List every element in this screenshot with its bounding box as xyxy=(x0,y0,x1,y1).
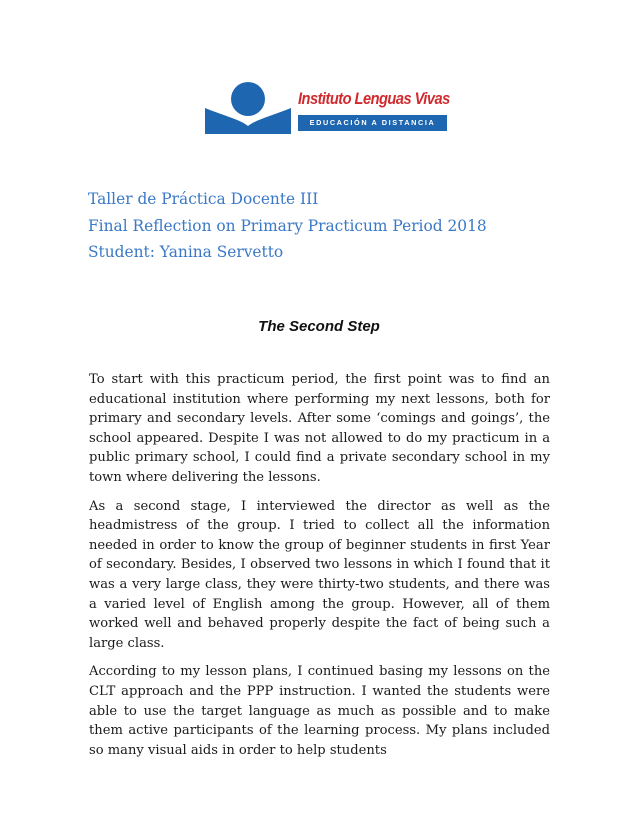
institute-name: Instituto Lenguas Vivas xyxy=(298,89,450,108)
body-text xyxy=(89,370,550,769)
document-heading xyxy=(88,186,487,266)
institute-tagline: EDUCACIÓN A DISTANCIA xyxy=(298,115,447,131)
institute-logo xyxy=(205,80,450,134)
paragraph: To start with this practicum period, the first point was to find an educational institution where performing my next lessons, both for primary and secondary levels. After some ‘comings and goings’, the school appeared. Despite I was not allowed to do my practicum in a public primary school, I could find a private secondary school in my town where delivering the lessons. xyxy=(89,372,550,485)
section-title: The Second Step xyxy=(258,318,380,335)
paragraph: According to my lesson plans, I continued basing my lessons on the CLT approach and the PPP instruction. I wanted the students were able to use the target language as much as possible and to make them active participants of the learning process. My plans included so many visual aids in order to help students xyxy=(89,664,550,758)
paragraph: As a second stage, I interviewed the director as well as the headmistress of the group. I tried to collect all the information needed in order to know the group of beginner students in first Year of secondary. Besides, I observed two lessons in which I found that it was a very large class, they were thirty-two students, and there was a varied level of English among the group. However, all of them worked well and behaved properly despite the fact of being such a large class. xyxy=(89,498,550,651)
student-name: Student: Yanina Servetto xyxy=(88,243,284,261)
document-title: Final Reflection on Primary Practicum Period 2018 xyxy=(88,216,487,235)
course-name: Taller de Práctica Docente III xyxy=(88,190,319,208)
reader-emblem-icon xyxy=(205,80,291,134)
